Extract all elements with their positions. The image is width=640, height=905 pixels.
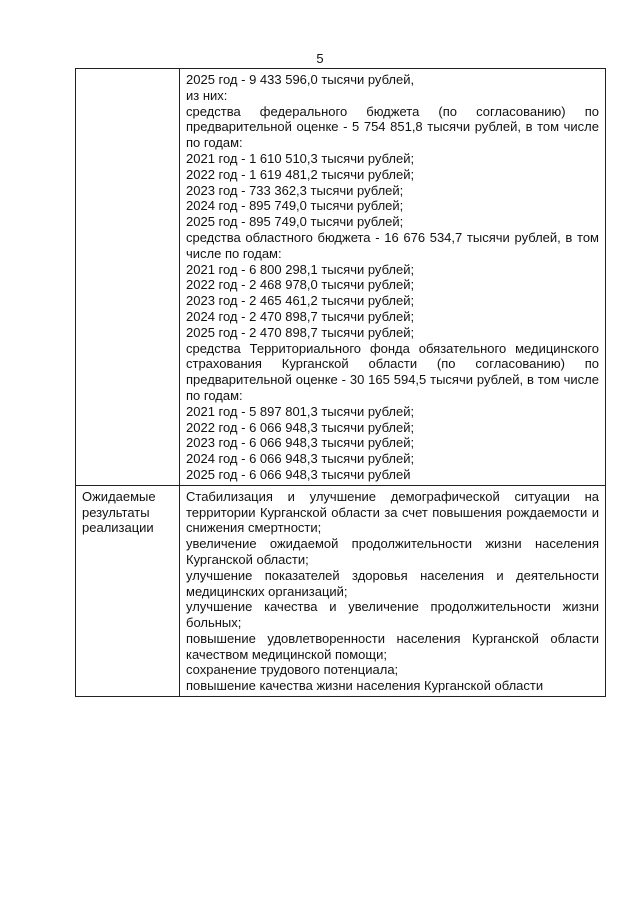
- list-item: 2024 год - 6 066 948,3 тысячи рублей;: [186, 451, 415, 467]
- table-row: [76, 485, 606, 696]
- list-item: средства Территориального фонда обязательного медицинского страхования Курганской области (по согласованию) по предварительной оценке - 30 165 594,5 тысячи рублей, в том числе по годам:: [186, 340, 599, 403]
- list-item: 2025 год - 895 749,0 тысячи рублей;: [186, 214, 404, 230]
- list-item: 2024 год - 895 749,0 тысячи рублей;: [186, 198, 404, 214]
- list-item: 2025 год - 9 433 596,0 тысячи рублей,: [186, 72, 415, 87]
- list-item: увеличение ожидаемой продолжительности жизни населения Курганской области;: [186, 536, 599, 567]
- list-item: повышение качества жизни населения Курганской области: [186, 678, 544, 694]
- table-row: [76, 69, 606, 486]
- list-item: 2023 год - 6 066 948,3 тысячи рублей;: [186, 435, 415, 451]
- row-label-cell: Ожидаемые результаты реализации: [76, 485, 180, 696]
- list-item: Стабилизация и улучшение демографической ситуации на территории Курганской области за счет повышения рождаемости и снижения смертности;: [186, 488, 599, 536]
- list-item: 2021 год - 6 800 298,1 тысячи рублей;: [186, 261, 415, 277]
- list-item: улучшение качества и увеличение продолжительности жизни больных;: [186, 599, 599, 631]
- passport-table: [75, 68, 606, 697]
- list-item: сохранение трудового потенциала;: [186, 662, 399, 678]
- list-item: из них:: [186, 87, 228, 103]
- row-label-cell: [76, 69, 180, 486]
- row-content-cell: [180, 69, 606, 486]
- list-item: 2022 год - 6 066 948,3 тысячи рублей;: [186, 419, 415, 435]
- row-content-cell: [180, 485, 606, 696]
- list-item: средства федерального бюджета (по согласованию) по предварительной оценке - 5 754 851,8 тысячи рублей, в том числе по годам:: [186, 103, 599, 151]
- list-item: 2023 год - 2 465 461,2 тысячи рублей;: [186, 293, 415, 309]
- page-number: 5: [316, 51, 324, 66]
- list-item: 2021 год - 5 897 801,3 тысячи рублей;: [186, 403, 415, 419]
- list-item: средства областного бюджета - 16 676 534,7 тысячи рублей, в том числе по годам:: [186, 229, 599, 261]
- list-item: улучшение показателей здоровья населения и деятельности медицинских организаций;: [186, 567, 599, 599]
- list-item: 2025 год - 6 066 948,3 тысячи рублей: [186, 466, 411, 482]
- list-item: 2022 год - 2 468 978,0 тысячи рублей;: [186, 277, 415, 293]
- list-item: 2021 год - 1 610 510,3 тысячи рублей;: [186, 150, 415, 166]
- list-item: 2024 год - 2 470 898,7 тысячи рублей;: [186, 308, 415, 324]
- list-item: 2025 год - 2 470 898,7 тысячи рублей;: [186, 324, 415, 340]
- list-item: 2022 год - 1 619 481,2 тысячи рублей;: [186, 166, 415, 182]
- list-item: 2023 год - 733 362,3 тысячи рублей;: [186, 182, 404, 198]
- list-item: повышение удовлетворенности населения Курганской области качеством медицинской помощи;: [186, 630, 599, 662]
